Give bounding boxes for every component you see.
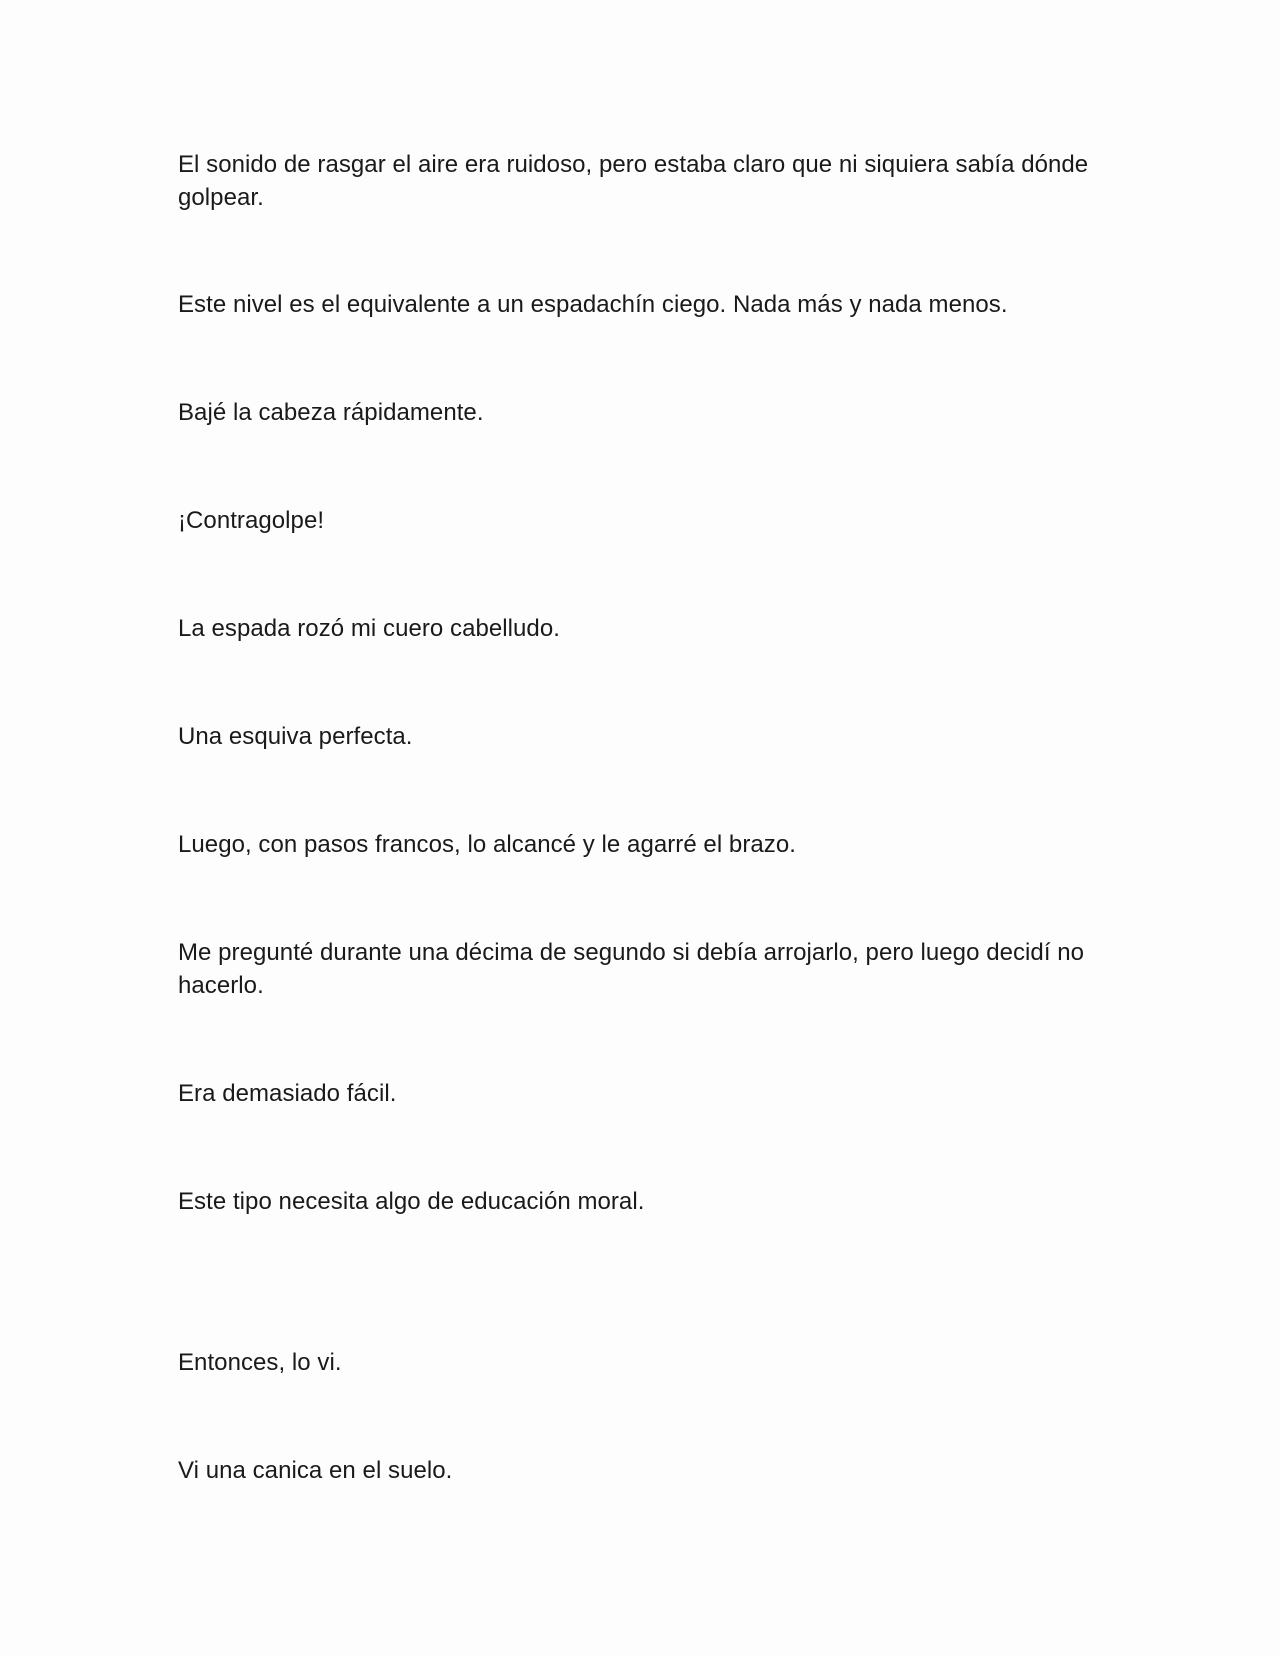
- paragraph: Este tipo necesita algo de educación moral.: [178, 1188, 645, 1215]
- paragraph: Me pregunté durante una décima de segundo si debía arrojarlo, pero luego decidí no hacerlo.: [178, 939, 1085, 999]
- paragraph: Una esquiva perfecta.: [178, 723, 413, 750]
- paragraph: Luego, con pasos francos, lo alcancé y le agarré el brazo.: [178, 831, 796, 858]
- paragraph: ¡Contragolpe!: [178, 507, 325, 534]
- paragraph: Entonces, lo vi.: [178, 1349, 342, 1376]
- paragraph: Era demasiado fácil.: [178, 1080, 397, 1107]
- paragraph: La espada rozó mi cuero cabelludo.: [178, 615, 560, 642]
- paragraph: Bajé la cabeza rápidamente.: [178, 399, 484, 426]
- paragraph: Vi una canica en el suelo.: [178, 1457, 453, 1484]
- paragraph: El sonido de rasgar el aire era ruidoso, pero estaba claro que ni siquiera sabía dónde golpear.: [178, 151, 1089, 211]
- paragraph: Este nivel es el equivalente a un espadachín ciego. Nada más y nada menos.: [178, 291, 1008, 318]
